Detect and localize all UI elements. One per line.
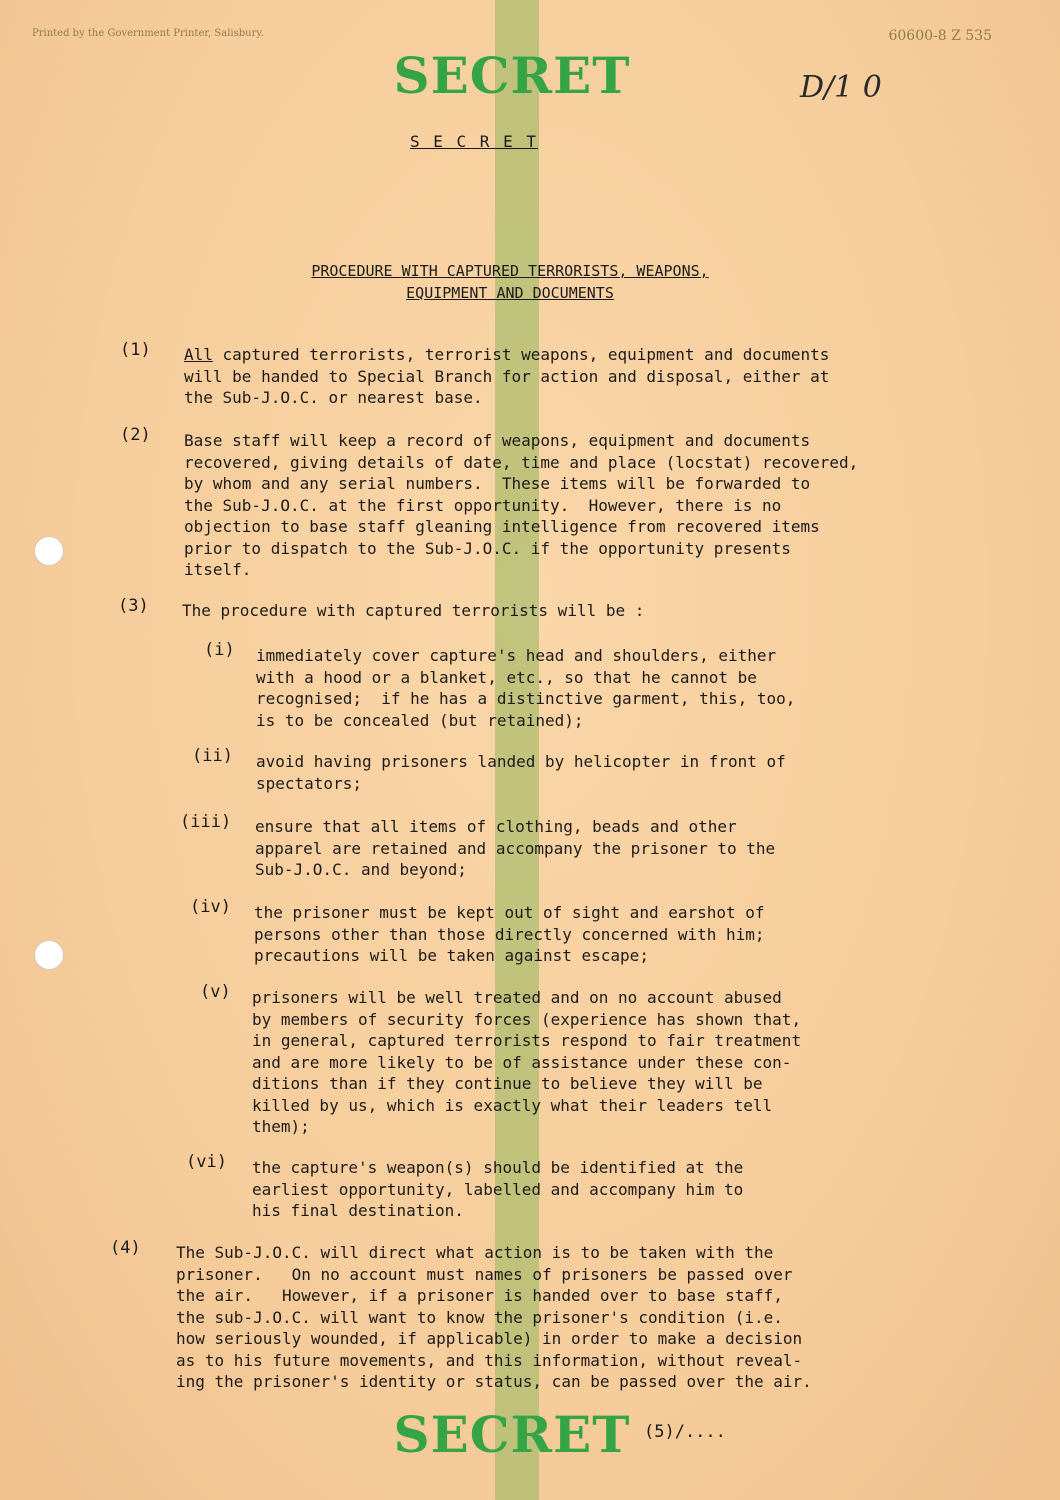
document-title	[270, 260, 750, 304]
title-line-2: EQUIPMENT AND DOCUMENTS	[406, 284, 614, 302]
paragraph-number: (1)	[120, 340, 151, 360]
paragraph-3: The procedure with captured terrorists will be :	[182, 601, 645, 620]
punch-hole-bottom	[34, 940, 64, 970]
paragraph-1-first-word: All	[184, 345, 213, 364]
subitem-number: (iv)	[190, 897, 231, 917]
subitem-vi: the capture's weapon(s) should be identified at the earliest opportunity, labelled and accompany him to his final destination.	[252, 1158, 744, 1220]
paragraph-number: (2)	[120, 425, 151, 445]
paragraph-2: Base staff will keep a record of weapons, equipment and documents recovered, giving details of date, time and place (locstat) recovered, by whom and any serial numbers. These items will be forwarded to the Sub-J.O.C. at the first opportunity. However, there is no objection to base staff gleaning intelligence from recovered items prior to dispatch to the Sub-J.O.C. if the opportunity presents itself.	[184, 431, 859, 579]
subitem-v: prisoners will be well treated and on no account abused by members of security forces (experience has shown that, in general, captured terrorists respond to fair treatment and are more likely to be of assistance under these con- ditions than if they continue to believe they will be killed by us, which is exactly what their leaders tell them);	[252, 988, 802, 1136]
subitem-number: (iii)	[180, 812, 232, 832]
subitem-ii: avoid having prisoners landed by helicopter in front of spectators;	[256, 752, 786, 793]
subitem-iii: ensure that all items of clothing, beads and other apparel are retained and accompany the prisoner to the Sub-J.O.C. and beyond;	[255, 817, 776, 879]
printer-imprint: Printed by the Government Printer, Salisbury.	[32, 28, 264, 39]
continuation-marker: (5)/....	[644, 1422, 726, 1442]
paragraph-1-text: captured terrorists, terrorist weapons, equipment and documents will be handed to Special Branch for action and disposal, either at the Sub-J.O.C. or nearest base.	[184, 345, 830, 407]
punch-hole-top	[34, 536, 64, 566]
subitem-number: (ii)	[192, 746, 233, 766]
subitem-iv: the prisoner must be kept out of sight and earshot of persons other than those directly concerned with him; precautions will be taken against escape;	[254, 903, 765, 965]
subitem-i: immediately cover capture's head and shoulders, either with a hood or a blanket, etc., so that he cannot be recognised; if he has a distinctive garment, this, too, is to be concealed (but retained);	[256, 646, 796, 730]
subitem-number: (i)	[204, 640, 235, 660]
form-code: 60600-8 Z 535	[888, 28, 992, 44]
paragraph-4: The Sub-J.O.C. will direct what action is to be taken with the prisoner. On no account must names of prisoners be passed over the air. However, if a prisoner is handed over to base staff, the sub-J.O.C. will want to know the prisoner's condition (i.e. how seriously wounded, if applicable) in order to make a decision as to his future movements, and this information, without reveal- ing the prisoner's identity or status, can be passed over the air.	[176, 1243, 812, 1391]
secret-stamp-top: SECRET	[393, 46, 631, 105]
subitem-number: (v)	[200, 982, 231, 1002]
secret-stamp-bottom: SECRET	[393, 1405, 631, 1464]
subitem-number: (vi)	[186, 1152, 227, 1172]
paragraph-number: (4)	[110, 1238, 141, 1258]
handwritten-reference: D/1 0	[800, 70, 882, 105]
paragraph-1	[184, 344, 829, 409]
title-line-1: PROCEDURE WITH CAPTURED TERRORISTS, WEAPONS,	[311, 262, 709, 280]
classification-heading: S E C R E T	[410, 132, 538, 151]
paragraph-number: (3)	[118, 596, 149, 616]
